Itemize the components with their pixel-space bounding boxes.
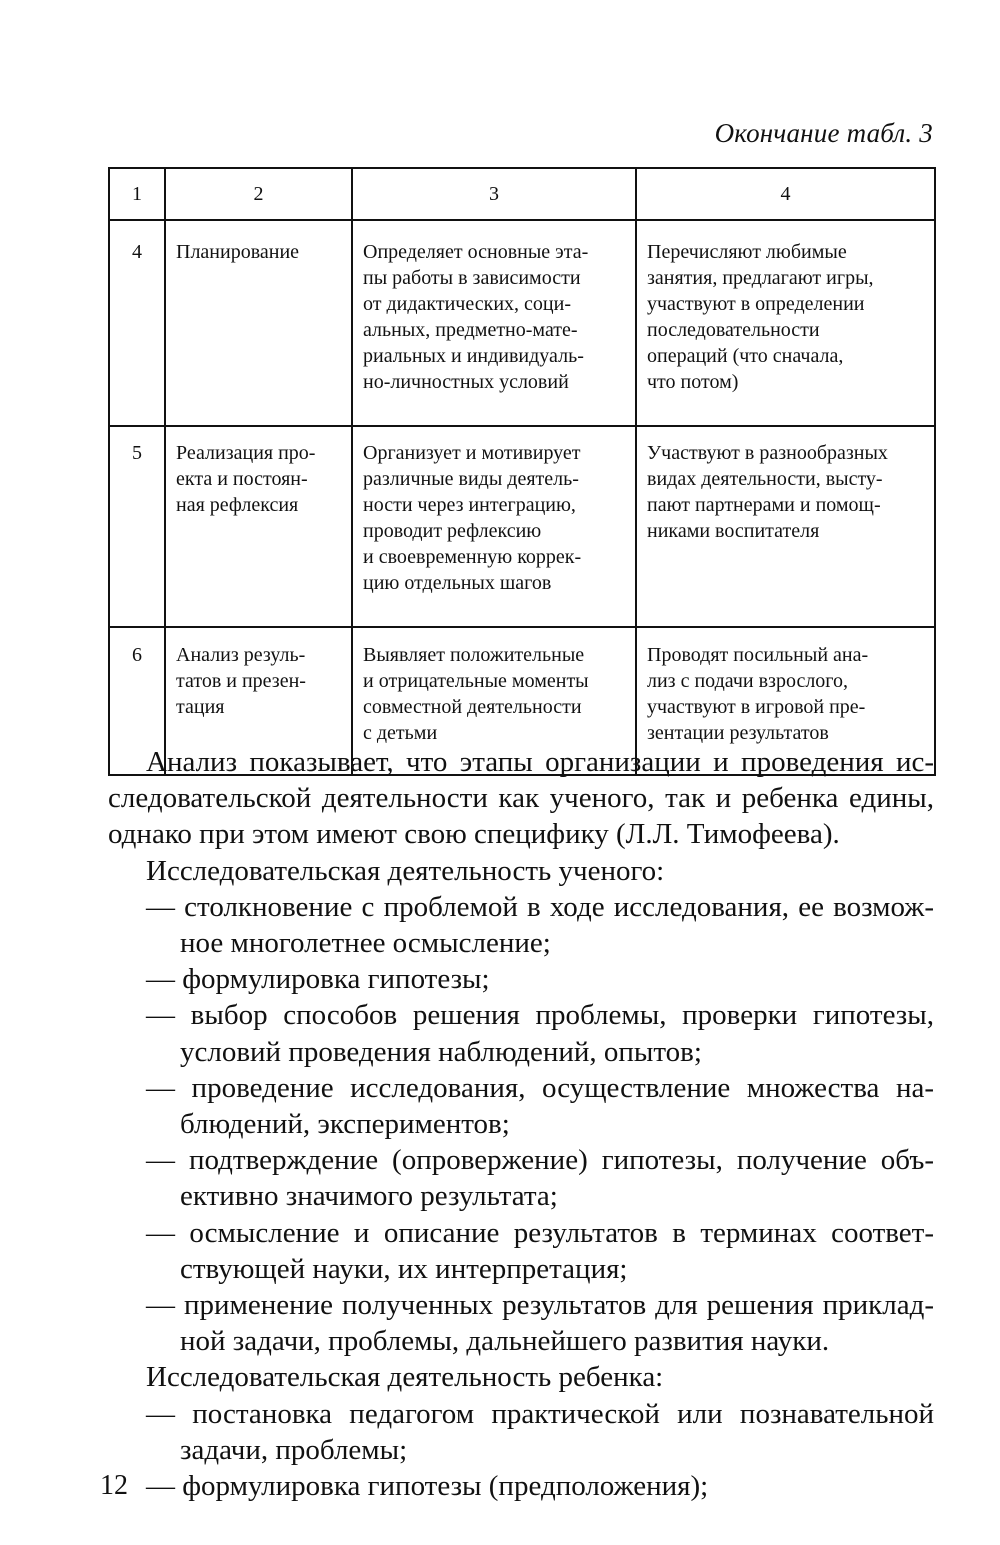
cell-line: никами воспитателя	[647, 520, 820, 542]
cell-line: пы работы в зависимости	[363, 267, 581, 289]
list-item: — осмысление и описание результатов в терминах соответ-	[146, 1216, 934, 1249]
header-cell: 1	[109, 168, 165, 220]
cell-line: участвуют в определении	[647, 293, 865, 315]
list-item-continuation: блюдений, экспериментов;	[180, 1108, 510, 1141]
cell-line: риальных и индивидуаль-	[363, 345, 584, 367]
paragraph-line: однако при этом имеют свою специфику (Л.Л. Тимофеева).	[108, 818, 840, 851]
cell-line: Определяет основные эта-	[363, 241, 589, 263]
cell-line: видах деятельности, высту-	[647, 468, 883, 490]
cell-line: совместной деятельности	[363, 696, 582, 718]
list-item-continuation: ствующей науки, их интерпретация;	[180, 1252, 628, 1285]
row-number: 4	[109, 220, 165, 426]
cell-line: цию отдельных шагов	[363, 572, 552, 594]
cell-line: зентации результатов	[647, 722, 829, 744]
cell-line: Анализ резуль-	[176, 644, 306, 666]
cell-line: от дидактических, соци-	[363, 293, 571, 315]
list-item: — выбор способов решения проблемы, проверки гипотезы,	[146, 999, 934, 1032]
body-text	[108, 744, 934, 1504]
list-item: — проведение исследования, осуществление множества на-	[146, 1071, 934, 1104]
cell-line: проводит рефлексию	[363, 520, 542, 542]
cell-line: операций (что сначала,	[647, 345, 844, 367]
table-row	[109, 220, 935, 426]
cell-line: Перечисляют любимые	[647, 241, 847, 263]
children-cell	[636, 220, 935, 426]
cell-line: и своевременную коррек-	[363, 546, 582, 568]
table-caption: Окончание табл. 3	[714, 118, 933, 148]
section-heading: Исследовательская деятельность ребенка:	[146, 1361, 664, 1394]
page-number: 12	[100, 1470, 128, 1501]
cell-line: что потом)	[647, 371, 739, 393]
stages-table	[108, 167, 936, 776]
cell-line: Планирование	[176, 241, 300, 263]
row-number: 5	[109, 426, 165, 627]
cell-line: Участвуют в разнообразных	[647, 442, 888, 464]
cell-line: Реализация про-	[176, 442, 316, 464]
cell-line: пают партнерами и помощ-	[647, 494, 881, 516]
list-item: — формулировка гипотезы (предположения);	[146, 1470, 709, 1503]
list-item-continuation: ективно значимого результата;	[180, 1180, 558, 1213]
cell-line: с детьми	[363, 722, 438, 744]
cell-line: но-личностных условий	[363, 371, 569, 393]
paragraph-line: Анализ показывает, что этапы организации и проведения ис-	[146, 746, 934, 778]
header-cell: 3	[352, 168, 636, 220]
paragraph-line: следовательской деятельности как ученого, так и ребенка едины,	[108, 782, 934, 815]
cell-line: екта и постоян-	[176, 468, 308, 490]
cell-line: альных, предметно-мате-	[363, 319, 578, 341]
list-item: — применение полученных результатов для решения приклад-	[146, 1289, 934, 1322]
list-item: — подтверждение (опровержение) гипотезы, получение объ-	[146, 1144, 934, 1177]
list-item-continuation: условий проведения наблюдений, опытов;	[180, 1035, 702, 1068]
cell-line: различные виды деятель-	[363, 468, 579, 490]
table-row	[109, 426, 935, 627]
cell-line: ная рефлексия	[176, 494, 299, 516]
list-item-continuation: ное многолетнее осмысление;	[180, 927, 551, 960]
cell-line: и отрицательные моменты	[363, 670, 589, 692]
cell-line: татов и презен-	[176, 670, 306, 692]
stage-cell	[165, 426, 352, 627]
cell-line: тация	[176, 696, 225, 718]
cell-line: последовательности	[647, 319, 820, 341]
children-cell	[636, 426, 935, 627]
cell-line: занятия, предлагают игры,	[647, 267, 874, 289]
header-cell: 2	[165, 168, 352, 220]
header-cell: 4	[636, 168, 935, 220]
cell-line: ности через интеграцию,	[363, 494, 576, 516]
table-header-row	[109, 168, 935, 220]
teacher-cell	[352, 220, 636, 426]
list-item-continuation: ной задачи, проблемы, дальнейшего развития науки.	[180, 1325, 830, 1358]
row-number: 6	[109, 627, 165, 775]
cell-line: Организует и мотивирует	[363, 442, 581, 464]
list-item: — формулировка гипотезы;	[146, 963, 490, 996]
cell-line: Проводят посильный ана-	[647, 644, 869, 666]
section-heading: Исследовательская деятельность ученого:	[146, 854, 665, 887]
list-item-continuation: задачи, проблемы;	[180, 1433, 408, 1466]
list-item: — столкновение с проблемой в ходе исследования, ее возмож-	[146, 890, 934, 923]
cell-line: лиз с подачи взрослого,	[647, 670, 849, 692]
list-item: — постановка педагогом практической или познавательной	[146, 1397, 934, 1430]
teacher-cell	[352, 426, 636, 627]
cell-line: участвуют в игровой пре-	[647, 696, 866, 718]
stage-cell	[165, 220, 352, 426]
cell-line: Выявляет положительные	[363, 644, 585, 666]
